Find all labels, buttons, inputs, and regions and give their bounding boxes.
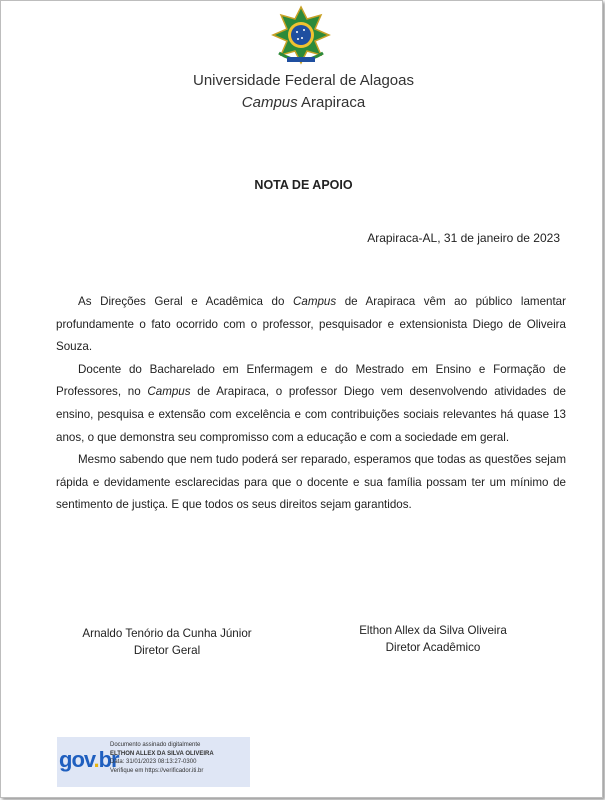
signer-name: Arnaldo Tenório da Cunha Júnior — [82, 627, 252, 640]
paragraph — [56, 291, 566, 359]
brazil-coat-of-arms-icon — [269, 5, 333, 67]
logo-part: . — [93, 747, 99, 772]
text: Docente do Bacharelado em Enfermagem e do Mestrado em Ensino e Formação de Professores, no — [56, 362, 566, 399]
italic-text: Campus — [293, 295, 337, 308]
paragraph — [56, 449, 566, 517]
italic-text: Campus — [147, 385, 191, 399]
digital-signature-stamp — [57, 737, 250, 787]
document-title: NOTA DE APOIO — [254, 178, 353, 192]
text: de Arapiraca, o professor Diego vem desenvolvendo atividades de ensino, pesquisa e extensão com excelência e com contribuições sociais relevantes há quase 13 anos, o que demonstra seu compromisso com a educação e com a sociedade em geral. — [56, 385, 566, 444]
signer-role: Diretor Acadêmico — [385, 641, 481, 654]
logo-part: br — [98, 747, 119, 772]
signature-block-director-general — [47, 625, 287, 659]
stamp-date: Data: 31/01/2023 08:13:27-0300 — [110, 759, 197, 765]
paragraph — [56, 359, 566, 449]
stamp-verify-link: Verifique em https://verificador.iti.br — [110, 767, 204, 774]
campus-name — [1, 94, 605, 111]
document-date: Arapiraca-AL, 31 de janeiro de 2023 — [367, 231, 560, 245]
stamp-text — [110, 741, 214, 775]
campus-italic: Campus — [241, 94, 298, 111]
stamp-signer: ELTHON ALLEX DA SILVA OLIVEIRA — [110, 750, 214, 757]
campus-place: Arapiraca — [297, 94, 366, 111]
university-name: Universidade Federal de Alagoas — [193, 72, 414, 89]
logo-part: gov — [59, 747, 94, 772]
signer-role: Diretor Geral — [133, 644, 201, 657]
signer-name: Elthon Allex da Silva Oliveira — [359, 624, 507, 637]
text: de Arapiraca vêm ao público lamentar profundamente o fato ocorrido com o professor, pesquisador e extensionista Diego de Oliveira Souza. — [56, 295, 566, 354]
stamp-heading: Documento assinado digitalmente — [110, 742, 201, 748]
text: Mesmo sabendo que nem tudo poderá ser reparado, esperamos que todas as questões sejam rápida e devidamente esclarecidas para que o docente e sua família possam ter um mínimo de sentimento de justiça. E que todos os seus direitos sejam garantidos. — [56, 453, 566, 512]
document-body — [56, 291, 566, 517]
signature-block-academic-director — [313, 622, 553, 656]
text: As Direções Geral e Acadêmica do — [78, 295, 293, 308]
